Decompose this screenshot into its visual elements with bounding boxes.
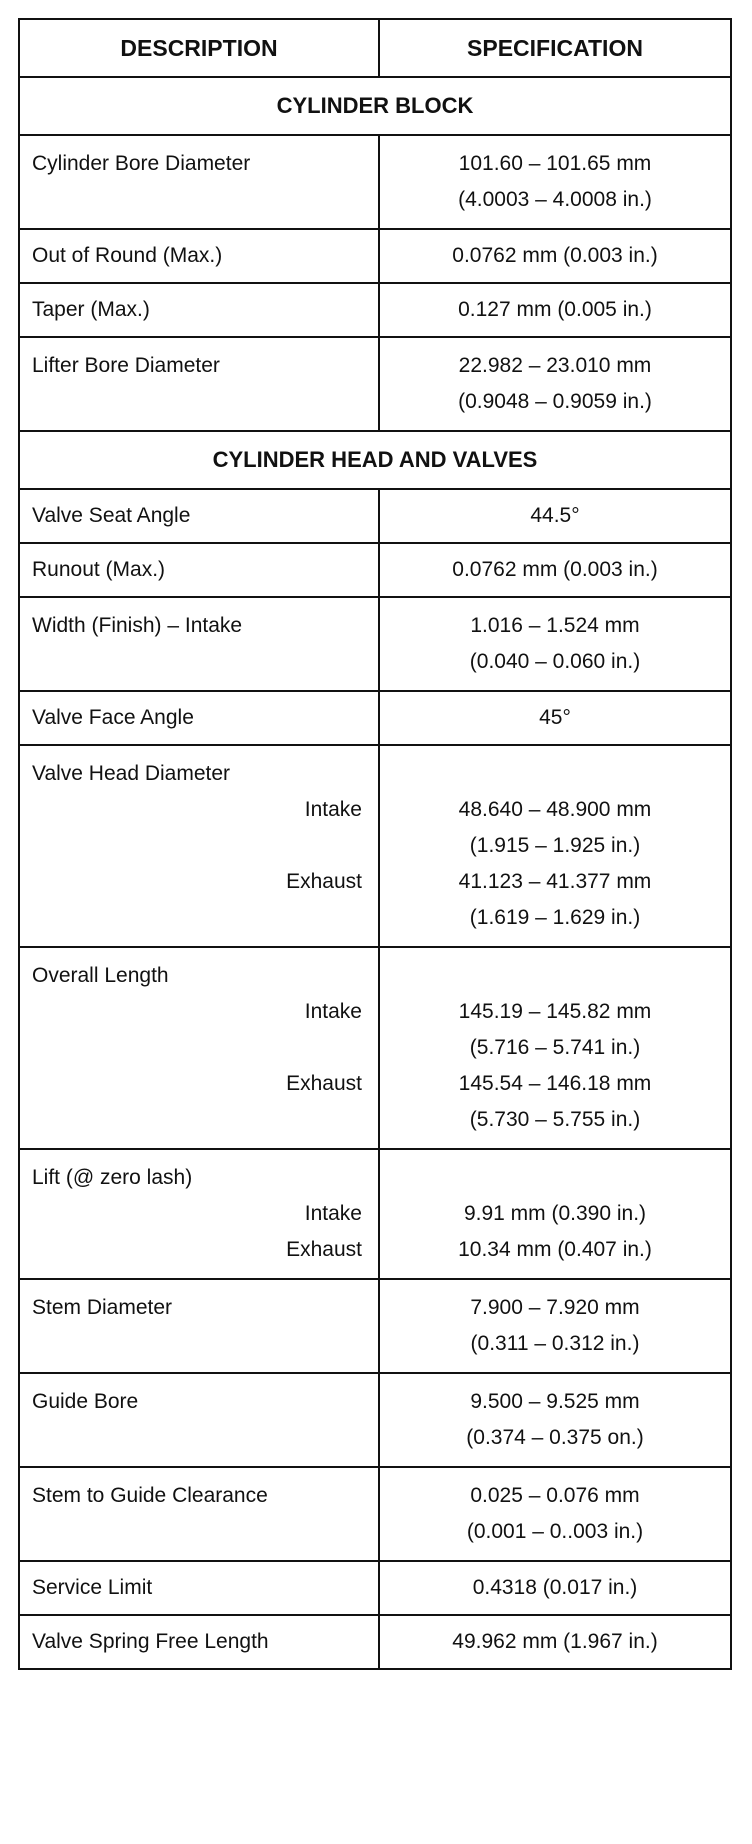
table-header [20,20,730,78]
intake-label: Intake [304,798,362,821]
section-cylinder-head [20,432,730,490]
spec-line: (1.619 – 1.629 in.) [469,906,641,929]
lift-row [20,1150,730,1280]
spec-line: (0.9048 – 0.9059 in.) [458,390,652,413]
spec-line: 9.500 – 9.525 mm [470,1390,640,1413]
row-label: Valve Spring Free Length [20,1616,380,1668]
intake-label: Intake [304,1000,362,1023]
row-label: Lifter Bore Diameter [20,338,380,430]
row-label: Runout (Max.) [20,544,380,596]
row-spec [380,1150,730,1278]
section-title: CYLINDER BLOCK [276,93,474,118]
row-spec [380,598,730,690]
exhaust-label: Exhaust [286,870,362,893]
row-spec [380,230,730,282]
spec-line: (0.311 – 0.312 in.) [470,1332,640,1355]
spec-line: 10.34 mm (0.407 in.) [458,1238,652,1261]
row-spec [380,948,730,1148]
row-label: Valve Head Diameter [32,762,231,785]
exhaust-label: Exhaust [286,1072,362,1095]
row-label-group [20,746,380,946]
row-spec [380,136,730,228]
spec-line: (0.040 – 0.060 in.) [469,650,641,673]
table-row [20,1280,730,1374]
row-label: Lift (@ zero lash) [32,1166,193,1189]
spec-line: 49.962 mm (1.967 in.) [452,1630,658,1653]
section-title: CYLINDER HEAD AND VALVES [212,447,538,472]
spec-line: 0.0762 mm (0.003 in.) [452,558,658,581]
row-label: Cylinder Bore Diameter [20,136,380,228]
valve-head-diameter-row [20,746,730,948]
row-spec [380,1562,730,1614]
spec-line: 1.016 – 1.524 mm [470,614,640,637]
exhaust-label: Exhaust [286,1238,362,1261]
spec-line: 145.19 – 145.82 mm [458,1000,652,1023]
table-row [20,230,730,284]
spec-line: (0.374 – 0.375 on.) [466,1426,644,1449]
row-spec [380,1374,730,1466]
row-spec [380,746,730,946]
spacer [552,1160,558,1196]
row-spec [380,284,730,336]
row-label: Service Limit [20,1562,380,1614]
table-row [20,136,730,230]
row-spec [380,692,730,744]
spec-line: (5.730 – 5.755 in.) [469,1108,641,1131]
spec-line: 7.900 – 7.920 mm [470,1296,640,1319]
spacer [32,1030,366,1066]
spec-line: 0.4318 (0.017 in.) [472,1576,638,1599]
overall-length-row [20,948,730,1150]
spacer [552,958,558,994]
row-label-group [20,1150,380,1278]
table-row [20,1468,730,1562]
section-cylinder-block [20,78,730,136]
header-specification: SPECIFICATION [467,35,643,61]
table-row [20,1374,730,1468]
table-row [20,338,730,432]
table-row [20,284,730,338]
spec-line: 0.025 – 0.076 mm [470,1484,640,1507]
spec-line: 48.640 – 48.900 mm [458,798,652,821]
row-label: Overall Length [32,964,169,987]
row-label: Valve Seat Angle [20,490,380,542]
spec-line: 101.60 – 101.65 mm [458,152,652,175]
spec-line: 0.127 mm (0.005 in.) [458,298,652,321]
spec-line: 0.0762 mm (0.003 in.) [452,244,658,267]
row-label: Taper (Max.) [20,284,380,336]
spec-line: (4.0003 – 4.0008 in.) [458,188,652,211]
row-label: Valve Face Angle [20,692,380,744]
spec-line: (0.001 – 0..003 in.) [466,1520,644,1543]
row-spec [380,1616,730,1668]
intake-label: Intake [304,1202,362,1225]
row-spec [380,490,730,542]
table-row [20,544,730,598]
row-label-group [20,948,380,1148]
table-row [20,598,730,692]
spec-line: 45° [539,706,571,729]
table-row [20,692,730,746]
row-label: Stem to Guide Clearance [20,1468,380,1560]
spacer [32,828,366,864]
row-spec [380,544,730,596]
spec-line: 9.91 mm (0.390 in.) [463,1202,647,1225]
row-label: Guide Bore [20,1374,380,1466]
row-label: Out of Round (Max.) [20,230,380,282]
row-spec [380,1280,730,1372]
spec-line: 22.982 – 23.010 mm [458,354,652,377]
row-spec [380,338,730,430]
spec-line: 44.5° [530,504,580,527]
spec-line: (1.915 – 1.925 in.) [469,834,641,857]
table-row [20,1562,730,1616]
spec-line: 145.54 – 146.18 mm [458,1072,652,1095]
spec-line: 41.123 – 41.377 mm [458,870,652,893]
row-label: Width (Finish) – Intake [20,598,380,690]
table-row [20,490,730,544]
row-spec [380,1468,730,1560]
spec-line: (5.716 – 5.741 in.) [469,1036,641,1059]
spec-table [18,18,732,1670]
row-label: Stem Diameter [20,1280,380,1372]
table-row [20,1616,730,1668]
header-description: DESCRIPTION [20,20,380,76]
spacer [552,756,558,792]
